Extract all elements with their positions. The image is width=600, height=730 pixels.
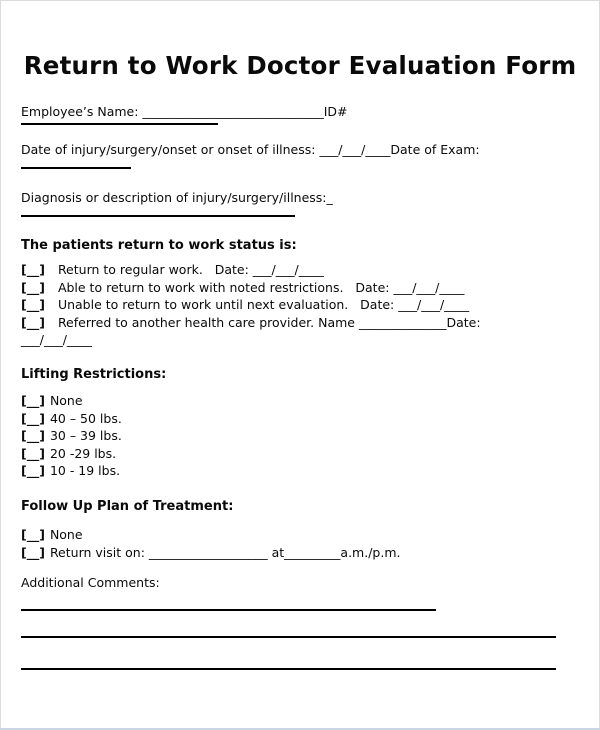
diagnosis-blank-line[interactable] <box>21 215 295 217</box>
status-option-referred-provider <box>21 314 579 332</box>
followup-options <box>21 526 579 561</box>
followup-option-none <box>21 526 579 544</box>
status-checkbox-unable-until-evaluation[interactable]: [__] <box>21 297 45 312</box>
diagnosis-label: Diagnosis or description of injury/surgery/illness:_ <box>21 190 333 205</box>
status-option-unable-until-evaluation <box>21 296 579 314</box>
additional-comments-row <box>21 574 579 592</box>
lifting-checkbox-30-39[interactable]: [__] <box>21 428 45 443</box>
followup-label-none: None <box>49 527 83 542</box>
lifting-option-30-39 <box>21 427 579 445</box>
comments-blank-line-1[interactable] <box>21 609 436 611</box>
status-checkbox-regular-work[interactable]: [__] <box>21 262 45 277</box>
diagnosis-row <box>21 189 579 207</box>
employee-name-blank[interactable]: _____________________________ <box>142 104 324 119</box>
employee-name-continuation-line[interactable] <box>21 123 218 125</box>
lifting-heading: Lifting Restrictions: <box>21 366 167 382</box>
comments-blank-line-2[interactable] <box>21 636 556 638</box>
injury-date-row <box>21 141 579 159</box>
injury-date-label: Date of injury/surgery/onset or onset of illness: ___/___/____Date of Exam: <box>21 141 480 157</box>
employee-id-label: ID# <box>323 104 348 119</box>
status-label-unable-until-evaluation: Unable to return to work until next evaluation. Date: ___/___/____ <box>57 297 470 312</box>
status-referred-date-blank[interactable]: ___/___/____ <box>21 332 92 347</box>
lifting-checkbox-20-29[interactable]: [__] <box>21 445 45 461</box>
status-option-regular-work <box>21 261 579 279</box>
status-options <box>21 261 579 349</box>
lifting-option-20-29 <box>21 445 579 463</box>
lifting-option-none <box>21 392 579 410</box>
followup-heading: Follow Up Plan of Treatment: <box>21 498 234 514</box>
status-referred-date-wrap <box>21 331 579 349</box>
comments-blank-line-3[interactable] <box>21 668 556 670</box>
status-label-referred-provider: Referred to another health care provider. Name ______________Date: <box>57 314 481 330</box>
lifting-option-10-19 <box>21 462 579 480</box>
lifting-checkbox-none[interactable]: [__] <box>21 393 45 408</box>
followup-checkbox-none[interactable]: [__] <box>21 527 45 542</box>
lifting-checkbox-40-50[interactable]: [__] <box>21 410 45 426</box>
status-option-noted-restrictions <box>21 279 579 297</box>
status-label-regular-work: Return to regular work. Date: ___/___/____ <box>57 262 324 277</box>
followup-option-return-visit <box>21 544 579 562</box>
status-checkbox-referred-provider[interactable]: [__] <box>21 314 45 330</box>
form-title: Return to Work Doctor Evaluation Form <box>23 51 577 80</box>
exam-date-blank-line[interactable] <box>21 167 131 169</box>
status-checkbox-noted-restrictions[interactable]: [__] <box>21 279 45 295</box>
lifting-label-10-19: 10 - 19 lbs. <box>49 463 121 478</box>
employee-name-row <box>21 103 579 121</box>
followup-checkbox-return-visit[interactable]: [__] <box>21 544 45 560</box>
status-heading: The patients return to work status is: <box>21 237 297 253</box>
followup-label-return-visit: Return visit on: ___________________ at_________a.m./p.m. <box>49 544 401 560</box>
employee-name-label: Employee’s Name: <box>21 104 143 119</box>
lifting-label-20-29: 20 -29 lbs. <box>49 445 117 461</box>
lifting-label-30-39: 30 – 39 lbs. <box>49 428 122 443</box>
lifting-options <box>21 392 579 480</box>
lifting-option-40-50 <box>21 410 579 428</box>
status-label-noted-restrictions: Able to return to work with noted restrictions. Date: ___/___/____ <box>57 279 465 295</box>
lifting-checkbox-10-19[interactable]: [__] <box>21 463 45 478</box>
lifting-label-40-50: 40 – 50 lbs. <box>49 410 122 426</box>
additional-comments-label: Additional Comments: <box>21 575 160 590</box>
lifting-label-none: None <box>49 393 83 408</box>
